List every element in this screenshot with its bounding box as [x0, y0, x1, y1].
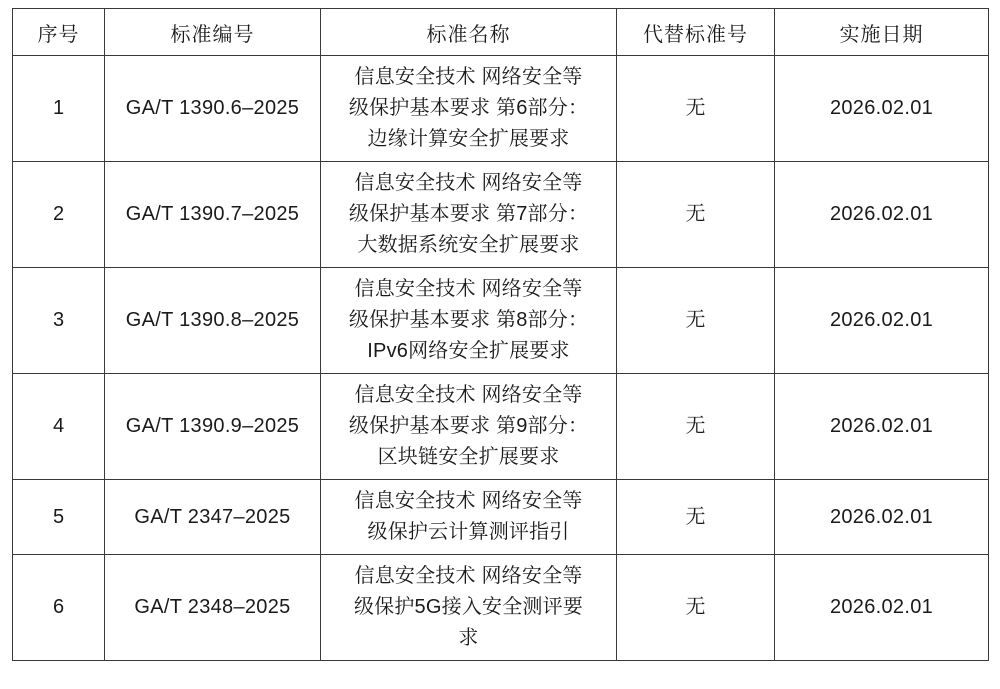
table-row [13, 374, 989, 480]
column-header-replaced-code: 代替标准号 [617, 9, 775, 56]
cell-standard-name [321, 555, 617, 661]
cell-replaced-code: 无 [617, 56, 775, 162]
column-header-seq: 序号 [13, 9, 105, 56]
cell-effective-date: 2026.02.01 [775, 555, 989, 661]
name-line: 边缘计算安全扩展要求 [367, 128, 570, 150]
cell-standard-name [321, 268, 617, 374]
name-line: 级保护5G接入安全测评要 [353, 596, 584, 618]
table-header-row [13, 9, 989, 56]
cell-seq: 3 [13, 268, 105, 374]
name-line: 级保护基本要求 第8部分： [348, 309, 589, 331]
cell-standard-code: GA/T 1390.8–2025 [105, 268, 321, 374]
cell-standard-name [321, 162, 617, 268]
standards-table [12, 8, 989, 661]
name-line: 级保护基本要求 第7部分： [348, 203, 589, 225]
name-line: 区块链安全扩展要求 [377, 446, 560, 468]
name-line: 大数据系统安全扩展要求 [357, 234, 580, 256]
name-line: 求 [458, 627, 479, 649]
name-line: 级保护云计算测评指引 [367, 521, 570, 543]
name-line: 信息安全技术 网络安全等 [354, 565, 583, 587]
name-line: IPv6网络安全扩展要求 [367, 340, 570, 362]
cell-replaced-code: 无 [617, 268, 775, 374]
cell-replaced-code: 无 [617, 374, 775, 480]
cell-replaced-code: 无 [617, 555, 775, 661]
cell-seq: 2 [13, 162, 105, 268]
cell-replaced-code: 无 [617, 162, 775, 268]
cell-standard-code: GA/T 2348–2025 [105, 555, 321, 661]
name-line: 信息安全技术 网络安全等 [354, 384, 583, 406]
cell-effective-date: 2026.02.01 [775, 480, 989, 555]
table-row [13, 56, 989, 162]
cell-standard-code: GA/T 1390.9–2025 [105, 374, 321, 480]
column-header-standard-code: 标准编号 [105, 9, 321, 56]
cell-seq: 5 [13, 480, 105, 555]
cell-seq: 1 [13, 56, 105, 162]
cell-seq: 4 [13, 374, 105, 480]
table-row [13, 480, 989, 555]
cell-standard-name [321, 56, 617, 162]
name-line: 信息安全技术 网络安全等 [354, 172, 583, 194]
cell-standard-code: GA/T 1390.7–2025 [105, 162, 321, 268]
column-header-standard-name: 标准名称 [321, 9, 617, 56]
cell-effective-date: 2026.02.01 [775, 374, 989, 480]
table-row [13, 162, 989, 268]
cell-replaced-code: 无 [617, 480, 775, 555]
table-header [13, 9, 989, 56]
cell-standard-code: GA/T 2347–2025 [105, 480, 321, 555]
column-header-effective-date: 实施日期 [775, 9, 989, 56]
cell-effective-date: 2026.02.01 [775, 162, 989, 268]
cell-seq: 6 [13, 555, 105, 661]
table-body [13, 56, 989, 661]
cell-effective-date: 2026.02.01 [775, 56, 989, 162]
cell-effective-date: 2026.02.01 [775, 268, 989, 374]
name-line: 级保护基本要求 第9部分： [348, 415, 589, 437]
name-line: 信息安全技术 网络安全等 [354, 66, 583, 88]
cell-standard-name [321, 374, 617, 480]
name-line: 信息安全技术 网络安全等 [354, 278, 583, 300]
cell-standard-name [321, 480, 617, 555]
name-line: 信息安全技术 网络安全等 [354, 490, 583, 512]
table-row [13, 268, 989, 374]
table-row [13, 555, 989, 661]
name-line: 级保护基本要求 第6部分： [348, 97, 589, 119]
cell-standard-code: GA/T 1390.6–2025 [105, 56, 321, 162]
